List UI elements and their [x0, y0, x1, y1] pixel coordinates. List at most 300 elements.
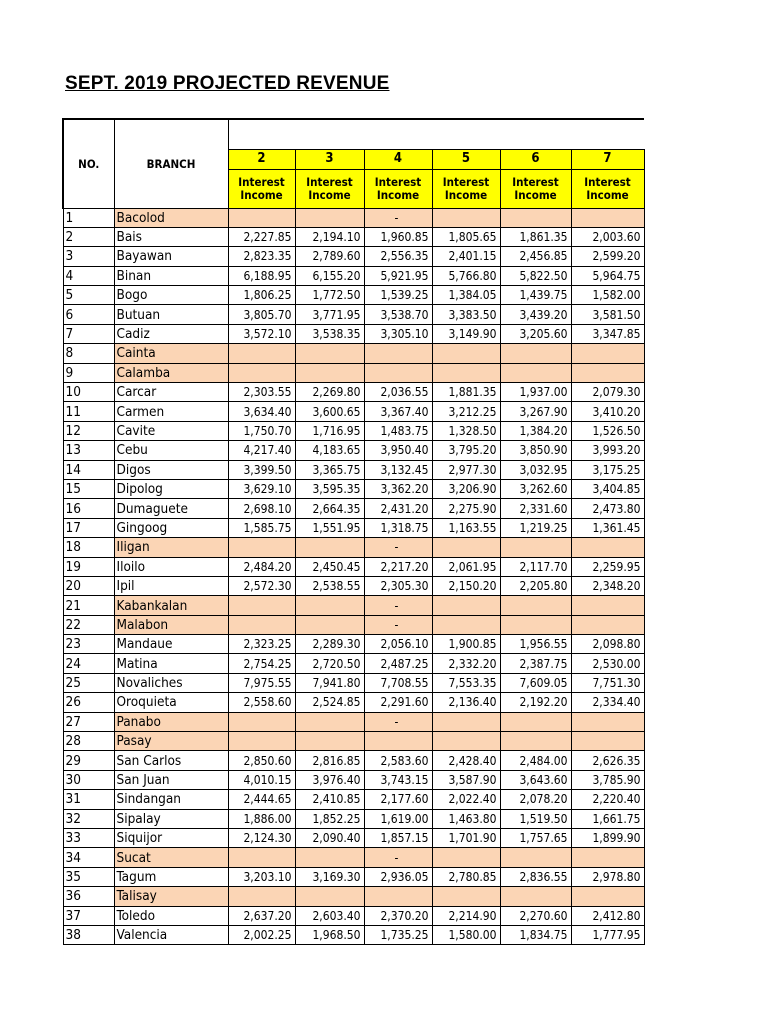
interest-income-cell [228, 596, 295, 615]
interest-income-cell: 3,404.85 [571, 479, 644, 498]
branch-name: Novaliches [114, 673, 228, 692]
table-row [63, 305, 644, 324]
table-row [63, 654, 644, 673]
branch-name: Cavite [114, 421, 228, 440]
interest-income-cell: 1,750.70 [228, 421, 295, 440]
interest-income-cell: 2,227.85 [228, 227, 295, 246]
interest-income-cell: 2,444.65 [228, 790, 295, 809]
interest-income-cell [571, 848, 644, 867]
interest-income-cell: 2,022.40 [432, 790, 500, 809]
table-row [63, 266, 644, 285]
header-interest-income: Interest Income [432, 169, 500, 208]
row-number: 21 [63, 596, 114, 615]
row-number: 31 [63, 790, 114, 809]
table-row [63, 460, 644, 479]
interest-income-cell: 7,553.35 [432, 673, 500, 692]
interest-income-cell: 3,362.20 [364, 479, 432, 498]
interest-income-cell: 1,701.90 [432, 829, 500, 848]
interest-income-cell [364, 363, 432, 382]
interest-income-cell: 2,823.35 [228, 247, 295, 266]
interest-income-cell [295, 344, 364, 363]
table-row [63, 286, 644, 305]
interest-income-cell: 2,334.40 [571, 693, 644, 712]
interest-income-cell: 6,155.20 [295, 266, 364, 285]
row-number: 24 [63, 654, 114, 673]
interest-income-cell: 3,267.90 [500, 402, 571, 421]
interest-income-cell [500, 538, 571, 557]
interest-income-cell [228, 538, 295, 557]
table-row [63, 557, 644, 576]
interest-income-cell [432, 208, 500, 227]
interest-income-cell: 1,483.75 [364, 421, 432, 440]
interest-income-cell [432, 344, 500, 363]
interest-income-cell: 2,558.60 [228, 693, 295, 712]
row-number: 7 [63, 324, 114, 343]
row-number: 19 [63, 557, 114, 576]
branch-name: Iloilo [114, 557, 228, 576]
interest-income-cell: 3,305.10 [364, 324, 432, 343]
table-row [63, 867, 644, 886]
interest-income-cell: 1,384.20 [500, 421, 571, 440]
interest-income-cell: 2,387.75 [500, 654, 571, 673]
header-interest-income: Interest Income [228, 169, 295, 208]
interest-income-cell: 2,259.95 [571, 557, 644, 576]
interest-income-cell [295, 208, 364, 227]
interest-income-cell: 1,956.55 [500, 635, 571, 654]
branch-name: Oroquieta [114, 693, 228, 712]
interest-income-cell: 4,183.65 [295, 441, 364, 460]
branch-name: Mandaue [114, 635, 228, 654]
row-number: 33 [63, 829, 114, 848]
interest-income-cell: 1,384.05 [432, 286, 500, 305]
interest-income-cell: 1,328.50 [432, 421, 500, 440]
interest-income-cell [364, 732, 432, 751]
header-interest-income: Interest Income [571, 169, 644, 208]
interest-income-cell: 2,836.55 [500, 867, 571, 886]
row-number: 4 [63, 266, 114, 285]
row-number: 3 [63, 247, 114, 266]
interest-income-cell: 4,217.40 [228, 441, 295, 460]
branch-name: Valencia [114, 925, 228, 944]
table-row [63, 751, 644, 770]
interest-income-cell: 1,857.15 [364, 829, 432, 848]
interest-income-cell: 3,572.10 [228, 324, 295, 343]
interest-income-cell: 1,960.85 [364, 227, 432, 246]
interest-income-cell: 5,822.50 [500, 266, 571, 285]
header-period-7: 7 [571, 149, 644, 169]
row-number: 28 [63, 732, 114, 751]
branch-name: Binan [114, 266, 228, 285]
table-row [63, 693, 644, 712]
interest-income-cell: 2,487.25 [364, 654, 432, 673]
interest-income-cell: 3,206.90 [432, 479, 500, 498]
interest-income-cell: 1,463.80 [432, 809, 500, 828]
row-number: 37 [63, 906, 114, 925]
interest-income-cell: 3,629.10 [228, 479, 295, 498]
row-number: 18 [63, 538, 114, 557]
interest-income-cell: 1,886.00 [228, 809, 295, 828]
header-interest-income: Interest Income [364, 169, 432, 208]
interest-income-cell: 2,816.85 [295, 751, 364, 770]
branch-name: Bacolod [114, 208, 228, 227]
interest-income-cell: 1,582.00 [571, 286, 644, 305]
header-blank [228, 119, 644, 149]
interest-income-cell: 2,530.00 [571, 654, 644, 673]
table-row [63, 829, 644, 848]
interest-income-cell: 3,367.40 [364, 402, 432, 421]
interest-income-cell: 2,538.55 [295, 576, 364, 595]
table-row [63, 673, 644, 692]
interest-income-cell: 2,698.10 [228, 499, 295, 518]
interest-income-cell: 3,600.65 [295, 402, 364, 421]
interest-income-cell: 7,941.80 [295, 673, 364, 692]
branch-name: Ipil [114, 576, 228, 595]
branch-name: Sucat [114, 848, 228, 867]
branch-name: Sipalay [114, 809, 228, 828]
interest-income-cell [295, 887, 364, 906]
interest-income-cell: 1,757.65 [500, 829, 571, 848]
branch-name: Malabon [114, 615, 228, 634]
row-number: 6 [63, 305, 114, 324]
interest-income-cell: - [364, 596, 432, 615]
interest-income-cell: 2,098.80 [571, 635, 644, 654]
row-number: 16 [63, 499, 114, 518]
header-branch: BRANCH [114, 119, 228, 208]
interest-income-cell: 3,399.50 [228, 460, 295, 479]
branch-name: San Carlos [114, 751, 228, 770]
table-row [63, 925, 644, 944]
interest-income-cell: 2,090.40 [295, 829, 364, 848]
row-number: 10 [63, 383, 114, 402]
interest-income-cell: 1,772.50 [295, 286, 364, 305]
interest-income-cell [228, 344, 295, 363]
branch-name: Tagum [114, 867, 228, 886]
interest-income-cell: 2,194.10 [295, 227, 364, 246]
interest-income-cell [228, 732, 295, 751]
interest-income-cell: 5,921.95 [364, 266, 432, 285]
header-period-4: 4 [364, 149, 432, 169]
interest-income-cell: - [364, 712, 432, 731]
row-number: 5 [63, 286, 114, 305]
interest-income-cell [571, 712, 644, 731]
table-row [63, 887, 644, 906]
revenue-table [62, 118, 645, 945]
interest-income-cell [228, 363, 295, 382]
table-row [63, 247, 644, 266]
interest-income-cell: 2,370.20 [364, 906, 432, 925]
interest-income-cell: 3,785.90 [571, 770, 644, 789]
interest-income-cell: 2,289.30 [295, 635, 364, 654]
interest-income-cell: 2,150.20 [432, 576, 500, 595]
interest-income-cell: 4,010.15 [228, 770, 295, 789]
interest-income-cell [571, 208, 644, 227]
interest-income-cell: 1,861.35 [500, 227, 571, 246]
branch-name: Digos [114, 460, 228, 479]
branch-name: Cebu [114, 441, 228, 460]
interest-income-cell: 2,124.30 [228, 829, 295, 848]
row-number: 30 [63, 770, 114, 789]
row-number: 23 [63, 635, 114, 654]
table-row [63, 324, 644, 343]
interest-income-cell: 2,412.80 [571, 906, 644, 925]
table-row [63, 363, 644, 382]
table-row [63, 421, 644, 440]
interest-income-cell: 2,217.20 [364, 557, 432, 576]
interest-income-cell: 2,431.20 [364, 499, 432, 518]
interest-income-cell: 3,169.30 [295, 867, 364, 886]
interest-income-cell: 2,036.55 [364, 383, 432, 402]
interest-income-cell: 2,484.00 [500, 751, 571, 770]
row-number: 29 [63, 751, 114, 770]
interest-income-cell: 2,269.80 [295, 383, 364, 402]
interest-income-cell: 1,852.25 [295, 809, 364, 828]
branch-name: Panabo [114, 712, 228, 731]
interest-income-cell [500, 712, 571, 731]
branch-name: Kabankalan [114, 596, 228, 615]
interest-income-cell: 2,214.90 [432, 906, 500, 925]
interest-income-cell: 2,664.35 [295, 499, 364, 518]
header-interest-income: Interest Income [295, 169, 364, 208]
interest-income-cell: 3,587.90 [432, 770, 500, 789]
interest-income-cell: 2,428.40 [432, 751, 500, 770]
row-number: 20 [63, 576, 114, 595]
interest-income-cell [432, 363, 500, 382]
interest-income-cell: 2,117.70 [500, 557, 571, 576]
interest-income-cell: 3,203.10 [228, 867, 295, 886]
interest-income-cell: 6,188.95 [228, 266, 295, 285]
interest-income-cell [432, 732, 500, 751]
table-body [63, 119, 644, 945]
interest-income-cell: 1,881.35 [432, 383, 500, 402]
interest-income-cell [295, 596, 364, 615]
interest-income-cell: 1,539.25 [364, 286, 432, 305]
branch-name: Butuan [114, 305, 228, 324]
interest-income-cell: 3,581.50 [571, 305, 644, 324]
interest-income-cell: - [364, 208, 432, 227]
interest-income-cell: 3,175.25 [571, 460, 644, 479]
row-number: 2 [63, 227, 114, 246]
interest-income-cell: 2,473.80 [571, 499, 644, 518]
interest-income-cell: 2,331.60 [500, 499, 571, 518]
interest-income-cell: 2,524.85 [295, 693, 364, 712]
interest-income-cell [500, 344, 571, 363]
branch-name: Pasay [114, 732, 228, 751]
interest-income-cell [228, 712, 295, 731]
interest-income-cell: 2,789.60 [295, 247, 364, 266]
interest-income-cell [571, 615, 644, 634]
interest-income-cell: 3,795.20 [432, 441, 500, 460]
interest-income-cell: - [364, 615, 432, 634]
interest-income-cell [295, 615, 364, 634]
branch-name: Siquijor [114, 829, 228, 848]
interest-income-cell: 2,291.60 [364, 693, 432, 712]
interest-income-cell: 2,850.60 [228, 751, 295, 770]
interest-income-cell [228, 208, 295, 227]
interest-income-cell [571, 363, 644, 382]
header-period-2: 2 [228, 149, 295, 169]
interest-income-cell [571, 596, 644, 615]
interest-income-cell: 2,978.80 [571, 867, 644, 886]
interest-income-cell: 2,275.90 [432, 499, 500, 518]
interest-income-cell: 2,061.95 [432, 557, 500, 576]
row-number: 34 [63, 848, 114, 867]
interest-income-cell: 2,003.60 [571, 227, 644, 246]
interest-income-cell: 1,735.25 [364, 925, 432, 944]
interest-income-cell: 3,993.20 [571, 441, 644, 460]
interest-income-cell: 3,032.95 [500, 460, 571, 479]
interest-income-cell [432, 848, 500, 867]
row-number: 15 [63, 479, 114, 498]
interest-income-cell [295, 538, 364, 557]
interest-income-cell: 2,305.30 [364, 576, 432, 595]
table-row [63, 809, 644, 828]
interest-income-cell: 7,708.55 [364, 673, 432, 692]
interest-income-cell: 3,538.70 [364, 305, 432, 324]
interest-income-cell: 2,401.15 [432, 247, 500, 266]
table-row [63, 441, 644, 460]
interest-income-cell: 3,595.35 [295, 479, 364, 498]
row-number: 27 [63, 712, 114, 731]
interest-income-cell: 3,149.90 [432, 324, 500, 343]
interest-income-cell: 1,900.85 [432, 635, 500, 654]
interest-income-cell: 2,720.50 [295, 654, 364, 673]
row-number: 26 [63, 693, 114, 712]
branch-name: Gingoog [114, 518, 228, 537]
interest-income-cell [500, 596, 571, 615]
table-row [63, 576, 644, 595]
interest-income-cell: 2,456.85 [500, 247, 571, 266]
table-row [63, 906, 644, 925]
interest-income-cell: 2,303.55 [228, 383, 295, 402]
table-row [63, 770, 644, 789]
interest-income-cell: 3,132.45 [364, 460, 432, 479]
interest-income-cell: 3,743.15 [364, 770, 432, 789]
interest-income-cell [295, 848, 364, 867]
interest-income-cell: 1,716.95 [295, 421, 364, 440]
table-row [63, 383, 644, 402]
branch-name: Dipolog [114, 479, 228, 498]
interest-income-cell: 2,002.25 [228, 925, 295, 944]
interest-income-cell [228, 848, 295, 867]
table-row [63, 712, 644, 731]
branch-name: Matina [114, 654, 228, 673]
row-number: 13 [63, 441, 114, 460]
branch-name: Talisay [114, 887, 228, 906]
branch-name: Bayawan [114, 247, 228, 266]
interest-income-cell: 5,766.80 [432, 266, 500, 285]
branch-name: Carcar [114, 383, 228, 402]
table-row [63, 538, 644, 557]
interest-income-cell: 2,603.40 [295, 906, 364, 925]
interest-income-cell: 2,572.30 [228, 576, 295, 595]
interest-income-cell: 2,270.60 [500, 906, 571, 925]
interest-income-cell [432, 887, 500, 906]
interest-income-cell: 2,977.30 [432, 460, 500, 479]
interest-income-cell: 2,056.10 [364, 635, 432, 654]
header-no: NO. [63, 119, 114, 208]
table-row [63, 790, 644, 809]
row-number: 1 [63, 208, 114, 227]
interest-income-cell: 2,348.20 [571, 576, 644, 595]
row-number: 22 [63, 615, 114, 634]
interest-income-cell [432, 712, 500, 731]
table-row [63, 344, 644, 363]
interest-income-cell: 2,323.25 [228, 635, 295, 654]
interest-income-cell [500, 208, 571, 227]
row-number: 8 [63, 344, 114, 363]
interest-income-cell: 1,526.50 [571, 421, 644, 440]
interest-income-cell: 1,551.95 [295, 518, 364, 537]
interest-income-cell: 1,937.00 [500, 383, 571, 402]
row-number: 17 [63, 518, 114, 537]
table-row [63, 499, 644, 518]
interest-income-cell [500, 363, 571, 382]
table-row [63, 732, 644, 751]
interest-income-cell: 1,619.00 [364, 809, 432, 828]
interest-income-cell: 2,556.35 [364, 247, 432, 266]
interest-income-cell: 2,599.20 [571, 247, 644, 266]
interest-income-cell [571, 538, 644, 557]
branch-name: Calamba [114, 363, 228, 382]
table-row [63, 518, 644, 537]
interest-income-cell [295, 712, 364, 731]
interest-income-cell: 1,661.75 [571, 809, 644, 828]
table-row [63, 208, 644, 227]
branch-name: Sindangan [114, 790, 228, 809]
interest-income-cell: 1,219.25 [500, 518, 571, 537]
interest-income-cell [500, 615, 571, 634]
interest-income-cell [364, 887, 432, 906]
interest-income-cell: 7,609.05 [500, 673, 571, 692]
branch-name: Toledo [114, 906, 228, 925]
interest-income-cell: 1,318.75 [364, 518, 432, 537]
interest-income-cell: 3,262.60 [500, 479, 571, 498]
interest-income-cell [500, 732, 571, 751]
interest-income-cell: 3,850.90 [500, 441, 571, 460]
interest-income-cell: 1,834.75 [500, 925, 571, 944]
branch-name: Cainta [114, 344, 228, 363]
interest-income-cell [571, 732, 644, 751]
interest-income-cell [228, 615, 295, 634]
table-row [63, 596, 644, 615]
header-period-6: 6 [500, 149, 571, 169]
interest-income-cell: 1,585.75 [228, 518, 295, 537]
header-period-3: 3 [295, 149, 364, 169]
header-interest-income: Interest Income [500, 169, 571, 208]
row-number: 35 [63, 867, 114, 886]
row-number: 12 [63, 421, 114, 440]
interest-income-cell: 2,780.85 [432, 867, 500, 886]
interest-income-cell: 2,205.80 [500, 576, 571, 595]
interest-income-cell: 1,163.55 [432, 518, 500, 537]
interest-income-cell: 2,626.35 [571, 751, 644, 770]
interest-income-cell: 1,968.50 [295, 925, 364, 944]
interest-income-cell: 3,410.20 [571, 402, 644, 421]
interest-income-cell: 7,975.55 [228, 673, 295, 692]
interest-income-cell [432, 615, 500, 634]
table-row [63, 848, 644, 867]
interest-income-cell: 2,220.40 [571, 790, 644, 809]
branch-name: Iligan [114, 538, 228, 557]
interest-income-cell: 2,078.20 [500, 790, 571, 809]
interest-income-cell: 3,538.35 [295, 324, 364, 343]
interest-income-cell: 2,754.25 [228, 654, 295, 673]
interest-income-cell: 3,950.40 [364, 441, 432, 460]
interest-income-cell: 3,976.40 [295, 770, 364, 789]
interest-income-cell [364, 344, 432, 363]
row-number: 11 [63, 402, 114, 421]
interest-income-cell [228, 887, 295, 906]
